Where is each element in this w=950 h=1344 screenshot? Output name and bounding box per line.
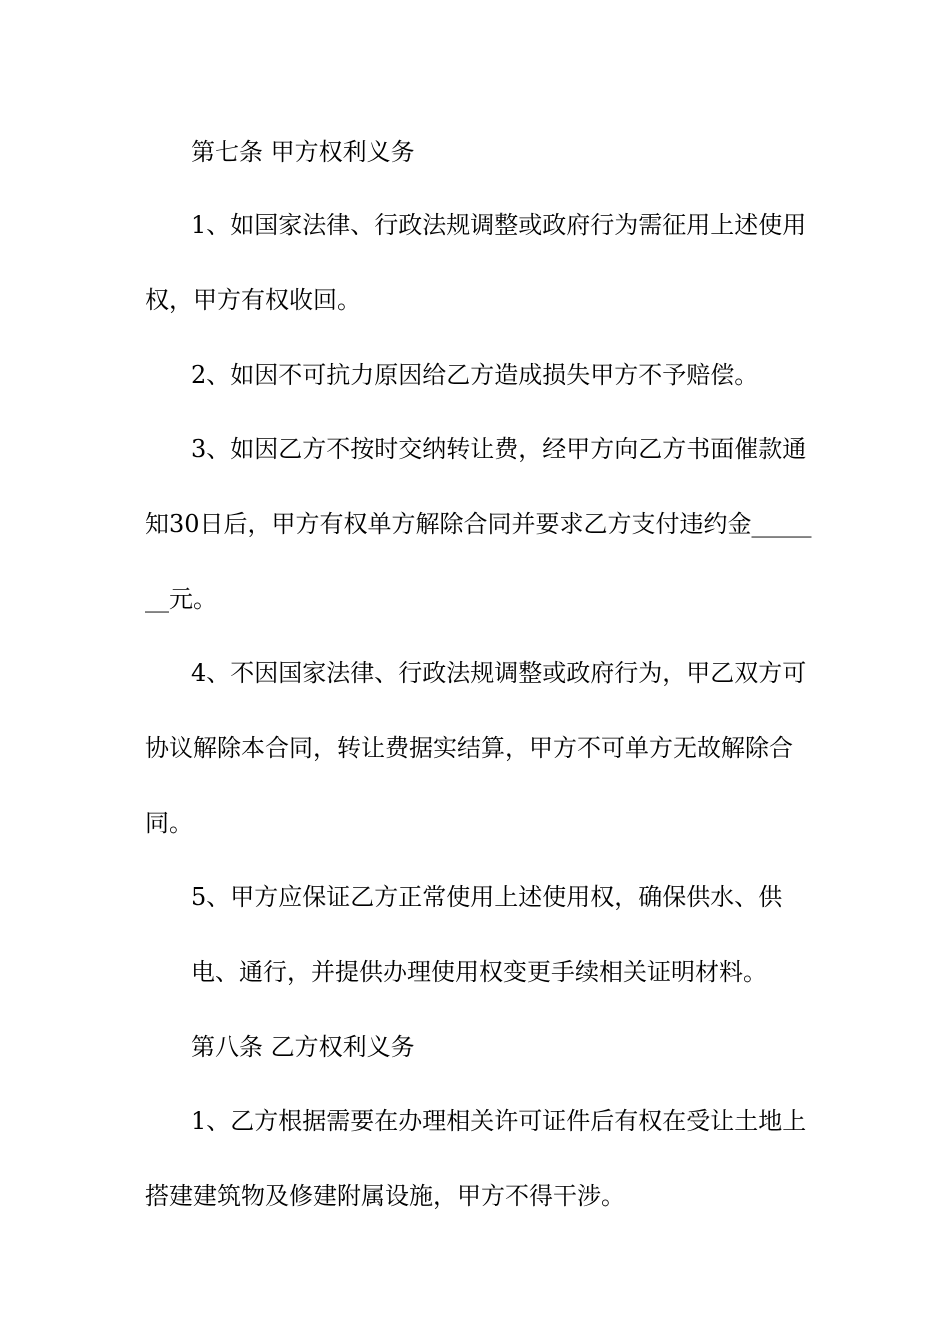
paragraph-line: 2、如因不可抗力原因给乙方造成损失甲方不予赔偿。 <box>191 361 759 389</box>
paragraph-line: 3、如因乙方不按时交纳转让费，经甲方向乙方书面催款通 <box>191 435 807 463</box>
paragraph-line: 权，甲方有权收回。 <box>145 286 361 314</box>
paragraph-line: 搭建建筑物及修建附属设施，甲方不得干涉。 <box>145 1182 625 1210</box>
paragraph-line: 4、不因国家法律、行政法规调整或政府行为，甲乙双方可 <box>191 659 807 687</box>
paragraph-line: 同。 <box>145 809 193 837</box>
paragraph-line: 1、乙方根据需要在办理相关许可证件后有权在受让土地上 <box>191 1107 807 1135</box>
paragraph-line: __元。 <box>145 585 217 613</box>
paragraph-line: 电、通行，并提供办理使用权变更手续相关证明材料。 <box>191 958 767 986</box>
section-heading-article-8: 第八条 乙方权利义务 <box>191 1033 415 1061</box>
section-heading-article-7: 第七条 甲方权利义务 <box>191 138 415 166</box>
paragraph-line: 知30日后，甲方有权单方解除合同并要求乙方支付违约金_____ <box>145 510 812 538</box>
paragraph-line: 协议解除本合同，转让费据实结算，甲方不可单方无故解除合 <box>145 734 793 762</box>
paragraph-line: 1、如国家法律、行政法规调整或政府行为需征用上述使用 <box>191 211 807 239</box>
paragraph-line: 5、甲方应保证乙方正常使用上述使用权，确保供水、供 <box>191 883 783 911</box>
